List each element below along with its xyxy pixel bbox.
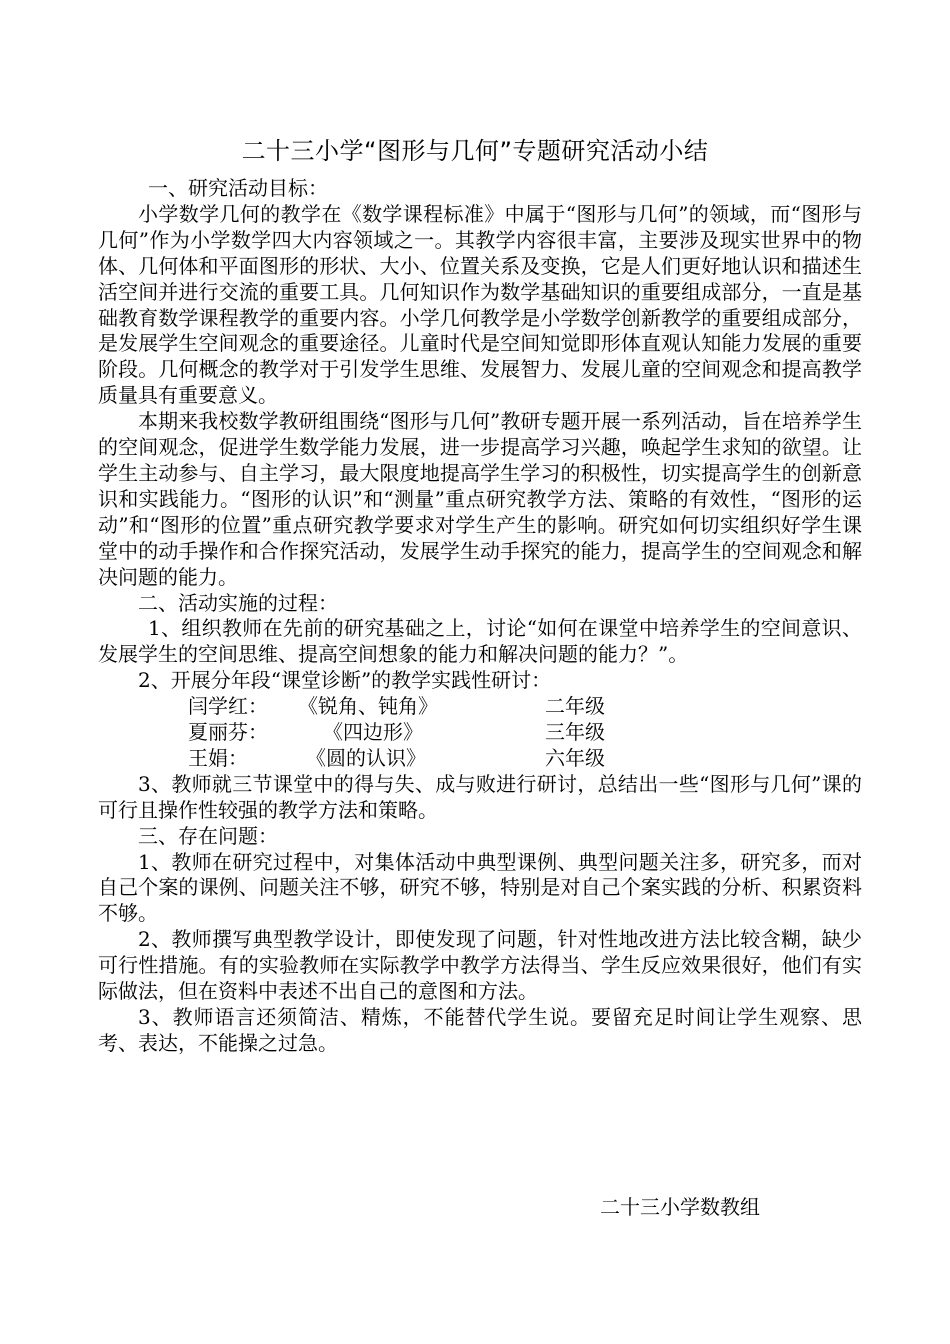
lesson-row	[98, 720, 862, 746]
lesson-grade: 六年级	[545, 745, 605, 770]
lesson-title: 《四边形》	[323, 720, 423, 745]
process-item-2: 2、开展分年段“课堂诊断”的教学实践性研讨：	[138, 668, 552, 693]
section-heading-goal: 一、研究活动目标：	[148, 176, 328, 200]
goal-paragraph-1: 小学数学几何的教学在《数学课程标准》中属于“图形与几何”的领域，而“图形与几何”作为小学数学四大内容领域之一。其教学内容很丰富，主要涉及现实世界中的物体、几何体和平面图形的形状、大小、位置关系及变换，它是人们更好地认识和描述生活空间并进行交流的重要工具。几何知识作为数学基础知识的重要组成部分，一直是基础教育数学课程教学的重要内容。小学几何教学是小学数学创新教学的重要组成部分，是发展学生空间观念的重要途径。儿童时代是空间知觉即形体直观认知能力发展的重要阶段。几何概念的教学对于引发学生思维、发展智力、发展儿童的空间观念和提高教学质量具有重要意义。	[98, 201, 862, 408]
signature: 二十三小学数教组	[600, 1195, 760, 1219]
section-heading-process: 二、活动实施的过程：	[138, 590, 338, 615]
process-item-3: 3、教师就三节课堂中的得与失、成与败进行研讨，总结出一些“图形与几何”课的可行且操作性较强的教学方法和策略。	[98, 771, 862, 822]
section-heading-issues: 三、存在问题：	[138, 823, 278, 848]
lesson-grade: 三年级	[545, 720, 605, 745]
lesson-teacher: 夏丽芬：	[188, 720, 268, 745]
lesson-title: 《圆的认识》	[306, 745, 426, 770]
lesson-title: 《锐角、钝角》	[298, 694, 438, 719]
process-item-1: 1、组织教师在先前的研究基础之上，讨论“如何在课堂中培养学生的空间意识、发展学生的空间思维、提高空间想象的能力和解决问题的能力？”。	[98, 616, 862, 667]
issue-2: 2、教师撰写典型教学设计，即使发现了问题，针对性地改进方法比较含糊，缺少可行性措施。有的实验教师在实际教学中教学方法得当、学生反应效果很好，他们有实际做法，但在资料中表述不出自己的意图和方法。	[98, 927, 862, 1004]
issue-3: 3、教师语言还须简洁、精炼，不能替代学生说。要留充足时间让学生观察、思考、表达，不能操之过急。	[98, 1004, 862, 1055]
lesson-row	[98, 746, 862, 772]
lesson-teacher: 王娟：	[188, 745, 248, 770]
lesson-grade: 二年级	[545, 694, 605, 719]
lesson-teacher: 闫学红：	[188, 694, 268, 719]
lesson-row	[98, 694, 862, 720]
document-title: 二十三小学“图形与几何”专题研究活动小结	[241, 137, 709, 165]
issue-1: 1、教师在研究过程中，对集体活动中典型课例、典型问题关注多，研究多，而对自己个案的课例、问题关注不够，研究不够，特别是对自己个案实践的分析、积累资料不够。	[98, 849, 862, 926]
goal-paragraph-2: 本期来我校数学教研组围绕“图形与几何”教研专题开展一系列活动，旨在培养学生的空间观念，促进学生数学能力发展，进一步提高学习兴趣，唤起学生求知的欲望。让学生主动参与、自主学习，最大限度地提高学生学习的积极性，切实提高学生的创新意识和实践能力。“图形的认识”和“测量”重点研究教学方法、策略的有效性，“图形的运动”和“图形的位置”重点研究教学要求对学生产生的影响。研究如何切实组织好学生课堂中的动手操作和合作探究活动，发展学生动手探究的能力，提高学生的空间观念和解决问题的能力。	[98, 409, 862, 589]
document-body	[98, 176, 862, 1057]
